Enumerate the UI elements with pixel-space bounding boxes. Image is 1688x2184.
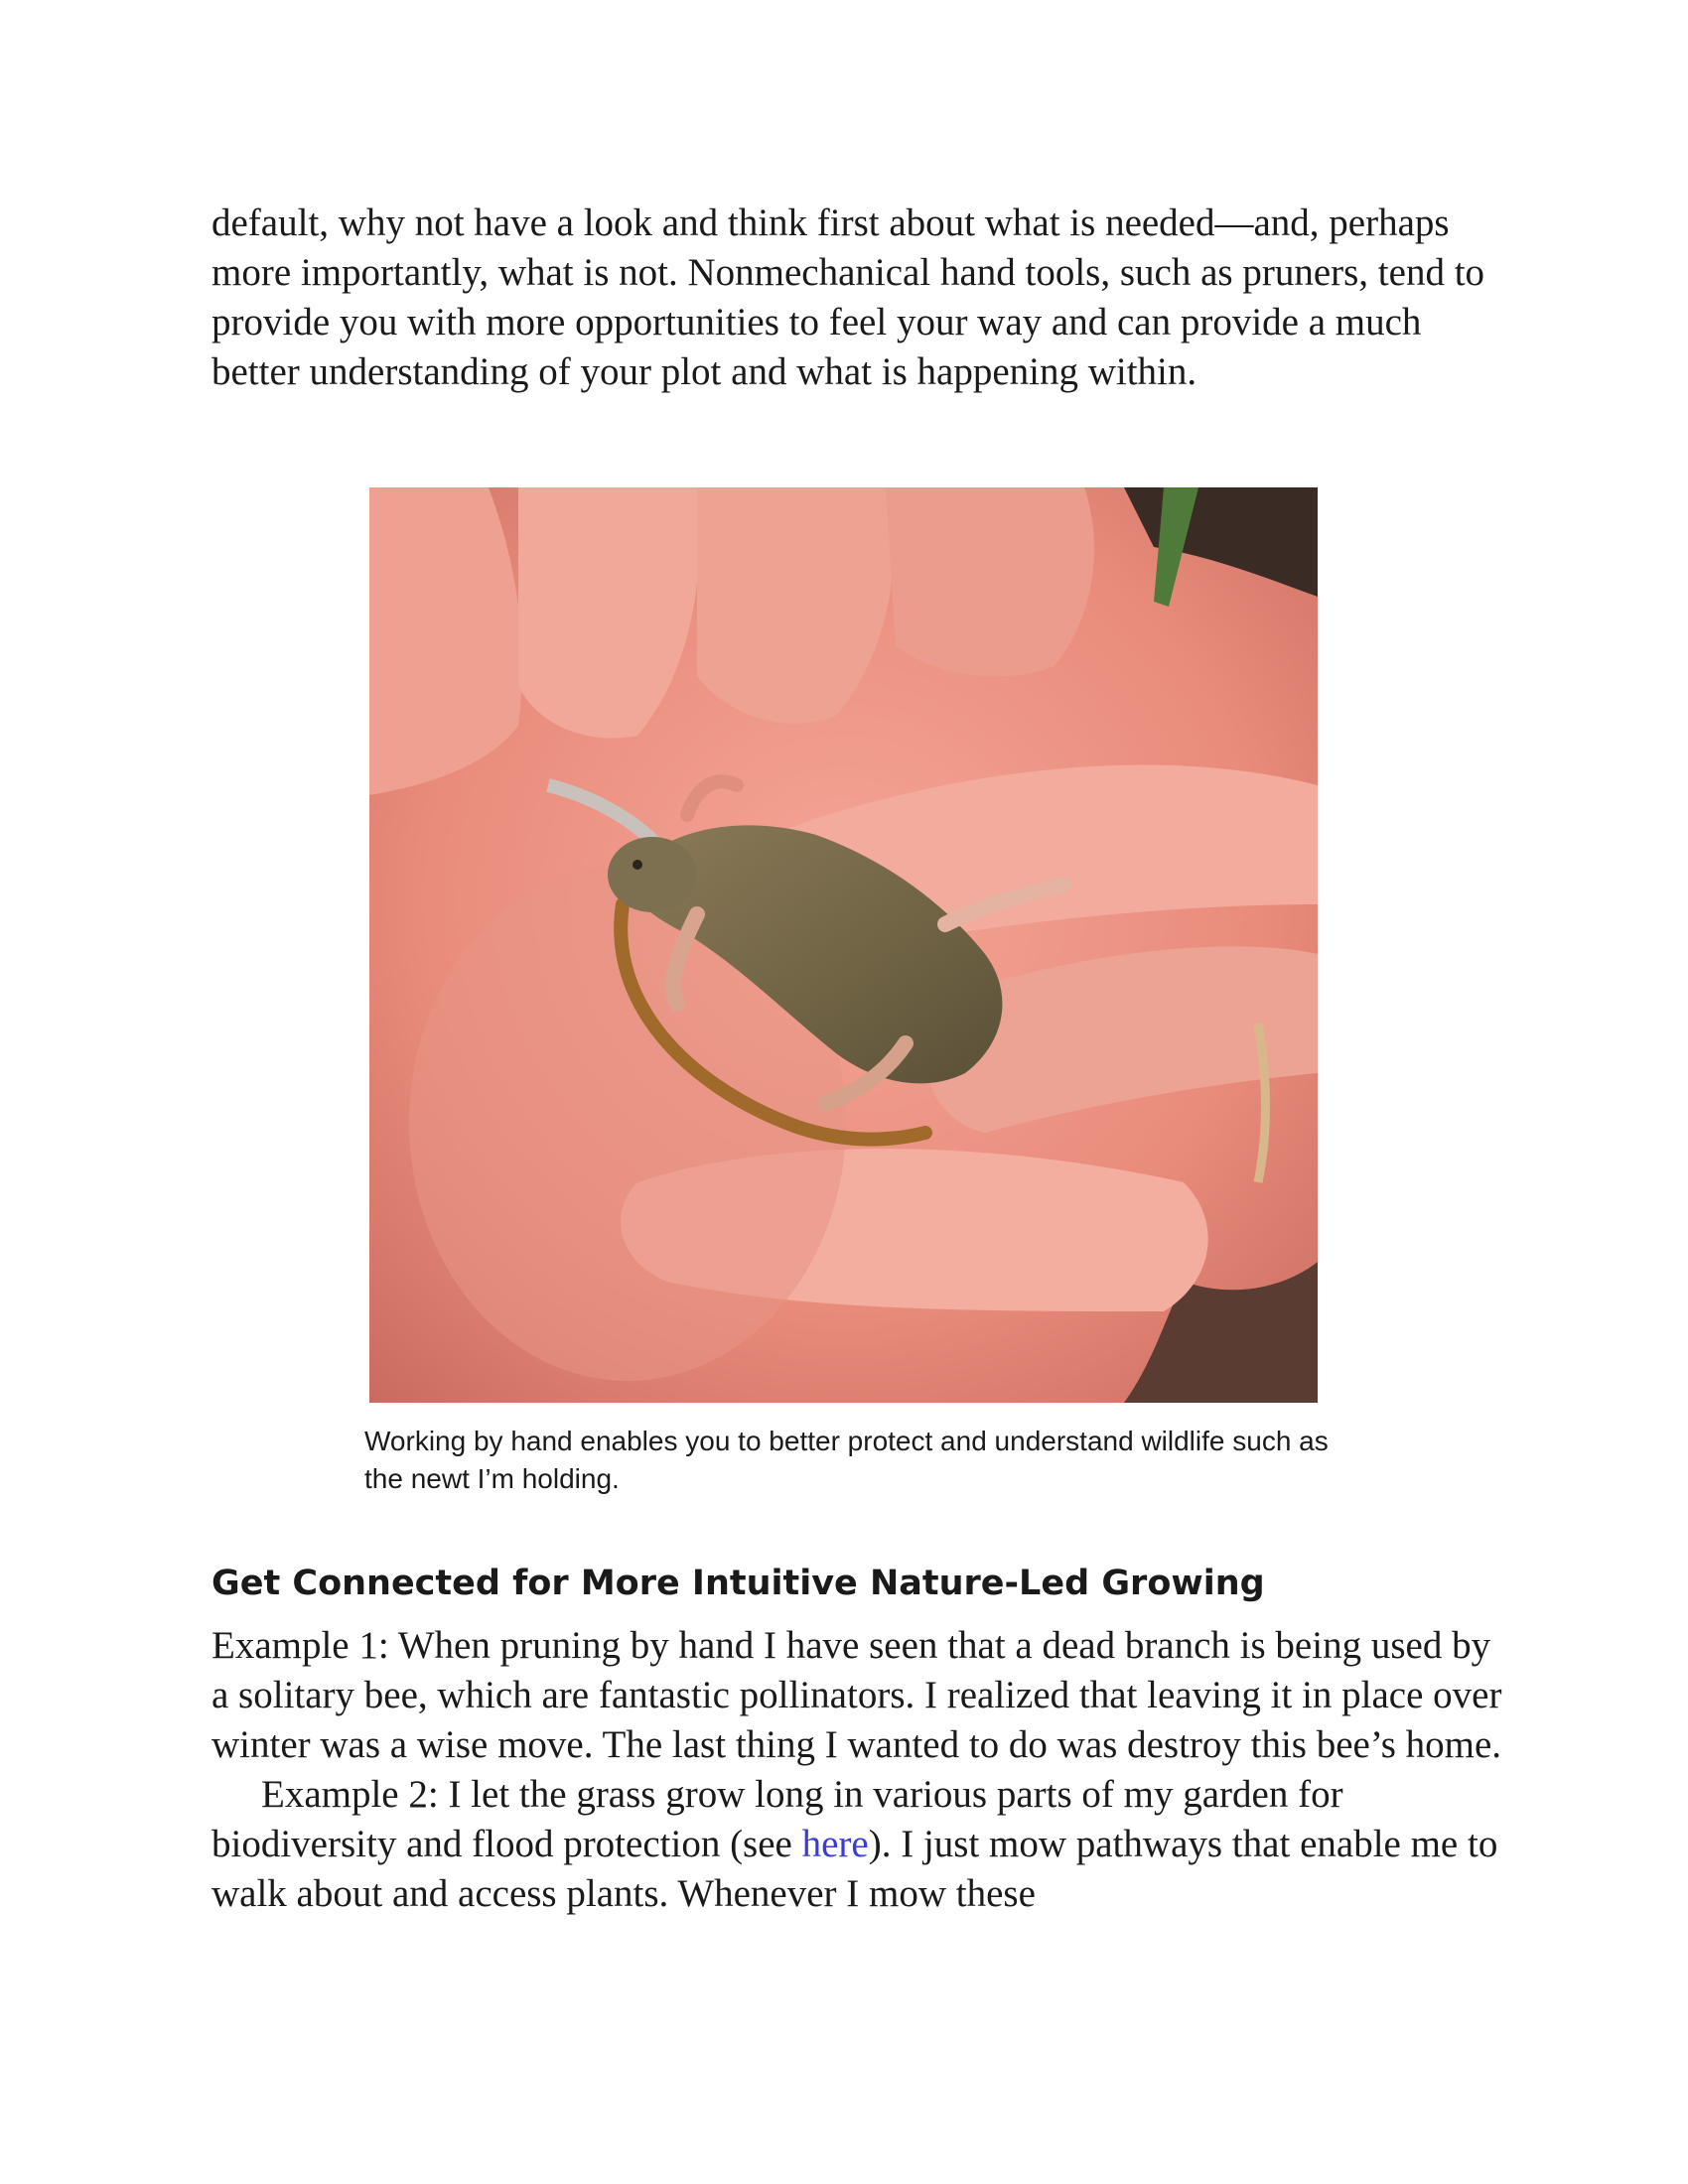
example-2-text-before: Example 2: I let the grass grow long in various parts of my garden for biodiversity and flood protection (see xyxy=(211,1773,1343,1865)
figure-caption: Working by hand enables you to better protect and understand wildlife such as the newt I’m holding. xyxy=(364,1426,1329,1494)
example-1-paragraph: Example 1: When pruning by hand I have seen that a dead branch is being used by a solitary bee, which are fantastic pollinators. I realized that leaving it in place over winter was a wise move. The last thing I wanted to do was destroy this bee’s home. xyxy=(211,1624,1502,1766)
newt-photo-illustration xyxy=(369,487,1318,1403)
section-body xyxy=(211,1621,1502,1919)
example-2-text-after: ). I just mow pathways that enable me to walk about and access plants. Whenever I mow these xyxy=(211,1823,1498,1915)
section-heading: Get Connected for More Intuitive Nature-Led Growing xyxy=(211,1564,1265,1603)
example-2-paragraph xyxy=(211,1770,1502,1919)
newt-in-hand-photo xyxy=(369,487,1318,1403)
intro-paragraph: default, why not have a look and think first about what is needed—and, perhaps more importantly, what is not. Nonmechanical hand tools, such as pruners, tend to provide you with more opportunities to feel your way and can provide a much better understanding of your plot and what is happening within. xyxy=(211,202,1485,393)
here-link[interactable]: here xyxy=(801,1823,869,1865)
